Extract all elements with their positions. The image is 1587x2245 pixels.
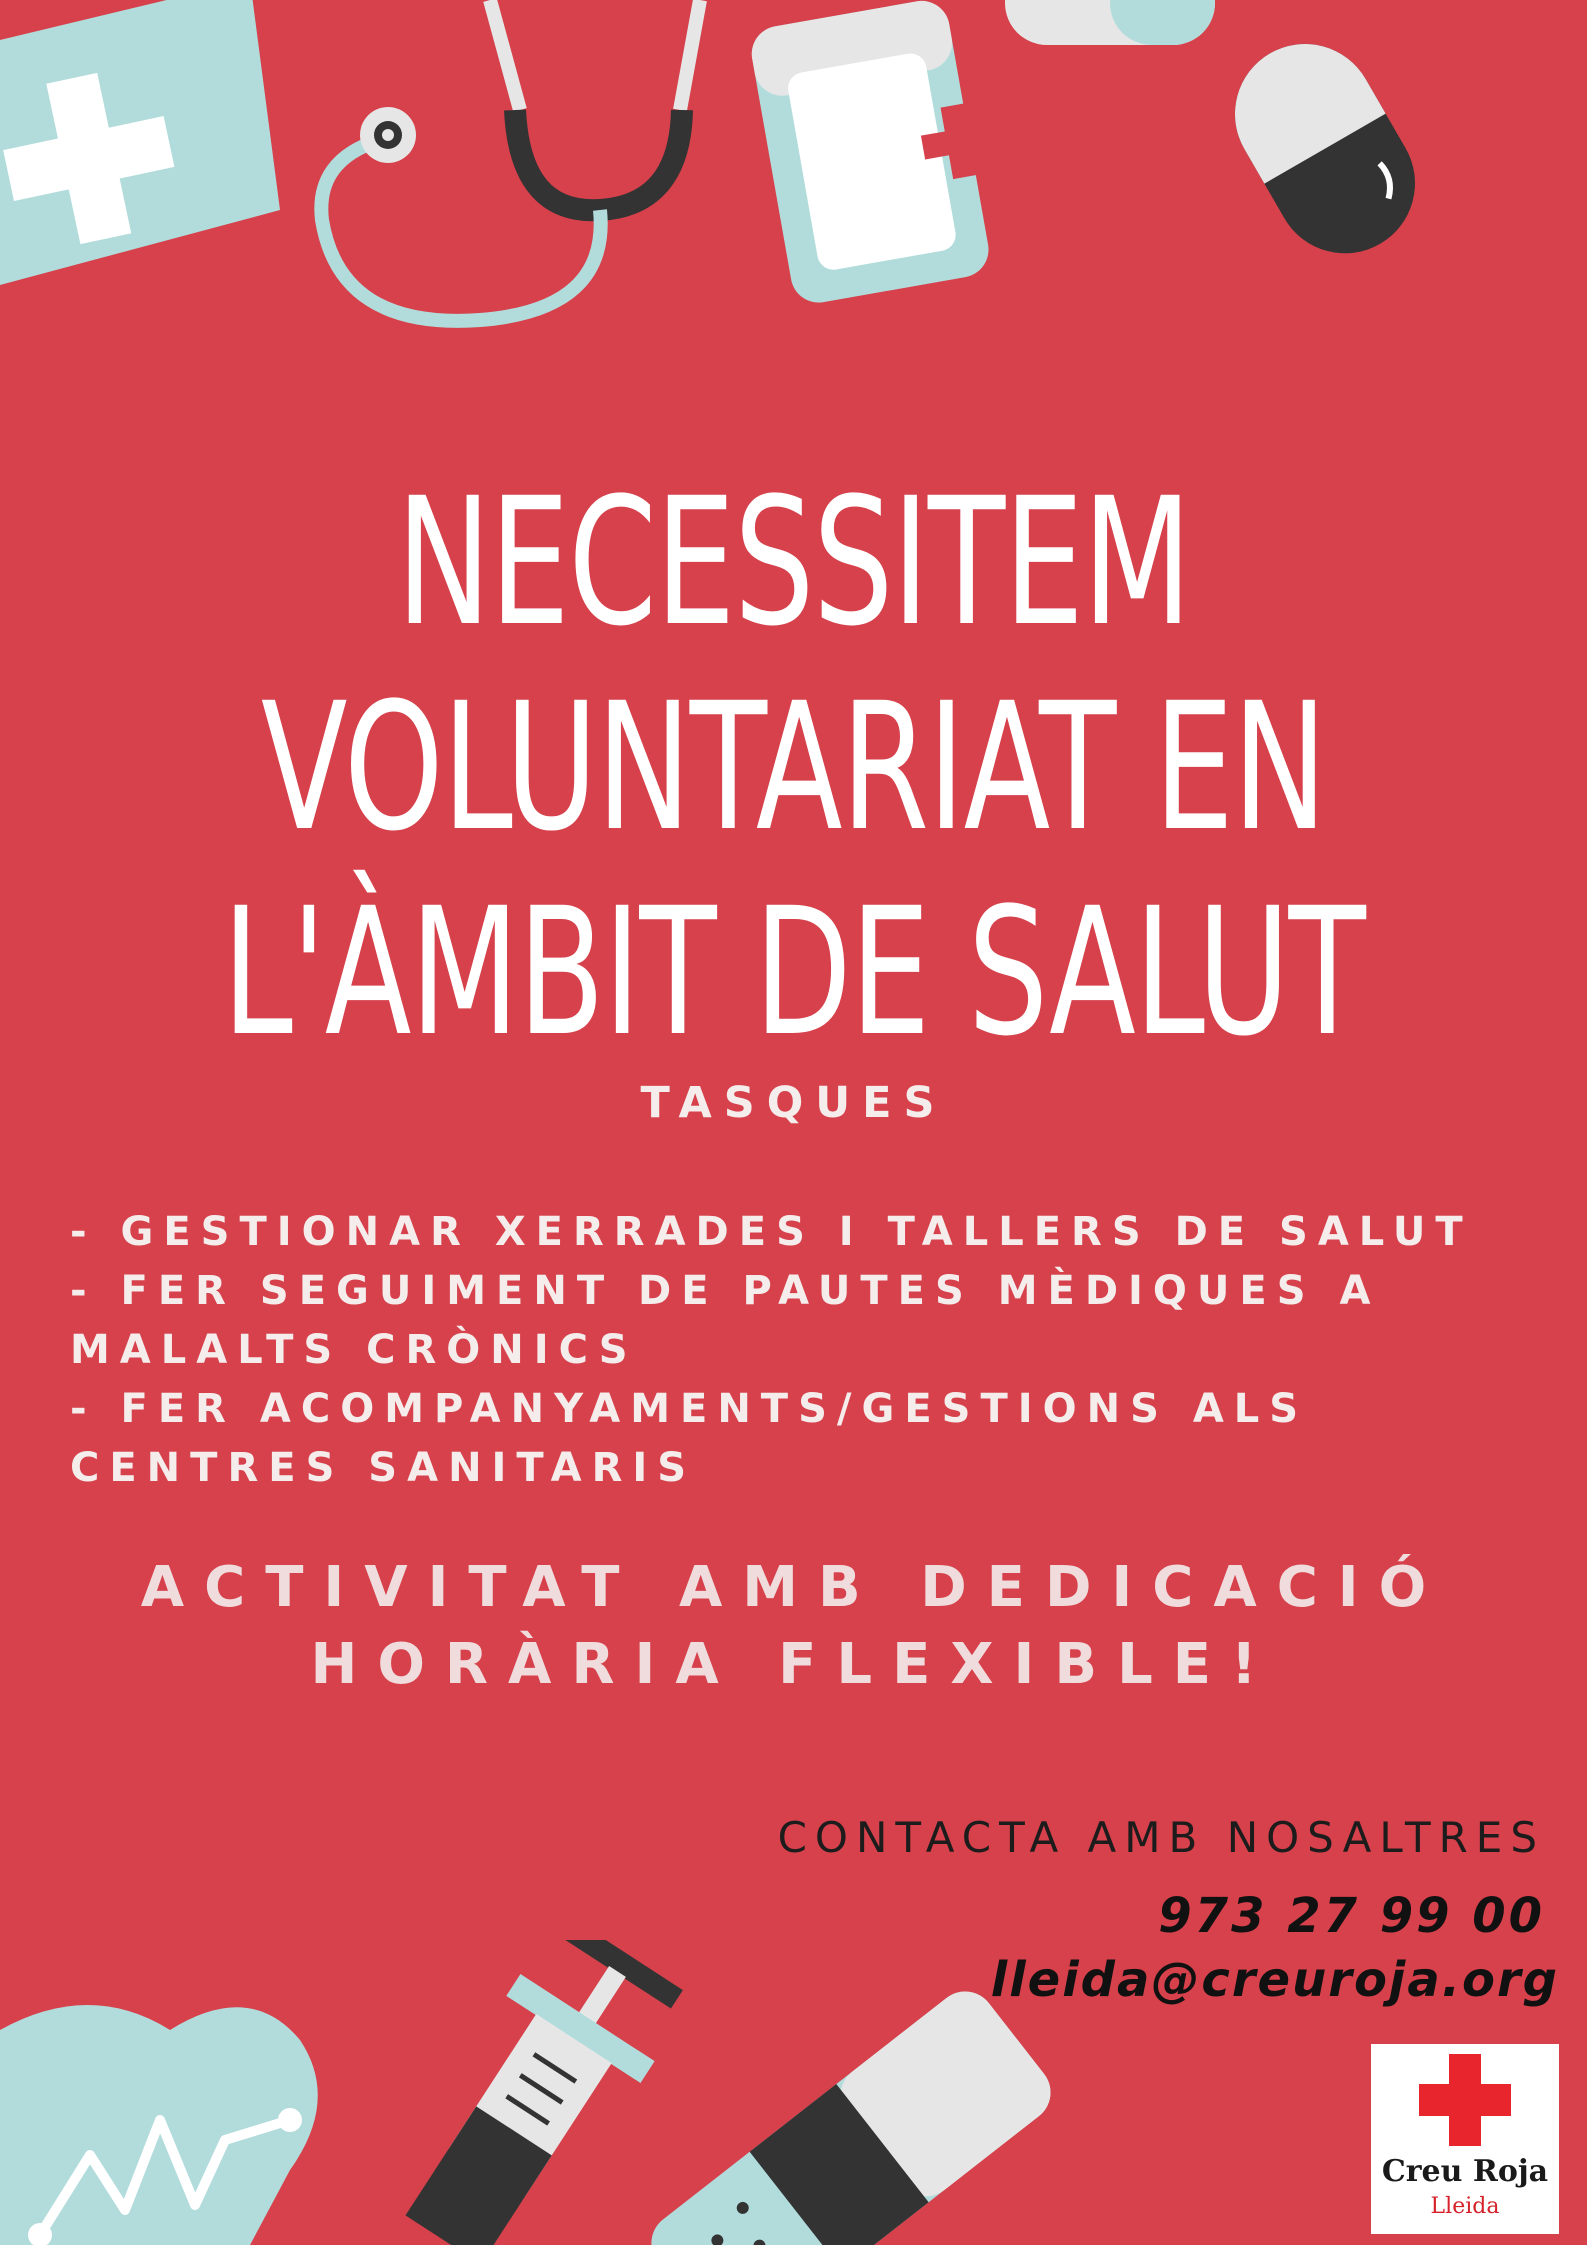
top-illustrations bbox=[0, 0, 1587, 360]
creu-roja-logo bbox=[1371, 2044, 1559, 2234]
first-aid-kit-icon bbox=[0, 0, 280, 285]
contact-title: CONTACTA AMB NOSALTRES bbox=[777, 1813, 1545, 1862]
task-line: MALALTS CRÒNICS bbox=[70, 1327, 638, 1373]
medicine-bottle-icon bbox=[747, 0, 1018, 307]
task-line: CENTRES SANITARIS bbox=[70, 1445, 697, 1491]
logo-city: Lleida bbox=[1430, 2194, 1500, 2219]
contact-email[interactable]: lleida@creuroja.org bbox=[990, 1952, 1559, 2008]
heart-rate-icon bbox=[0, 2005, 318, 2245]
highlight-line-2: HORÀRIA FLEXIBLE! bbox=[310, 1632, 1277, 1697]
task-line: - FER ACOMPANYAMENTS/GESTIONS ALS bbox=[70, 1386, 1309, 1432]
syringe-icon bbox=[376, 1940, 695, 2245]
highlight-line-1: ACTIVITAT AMB DEDICACIÓ bbox=[140, 1555, 1447, 1620]
bandage-icon bbox=[639, 1979, 1062, 2245]
capsule-icon bbox=[1005, 0, 1215, 45]
contact-phone[interactable]: 973 27 99 00 bbox=[1158, 1888, 1545, 1944]
stethoscope-icon bbox=[321, 0, 700, 321]
task-line: - FER SEGUIMENT DE PAUTES MÈDIQUES A bbox=[70, 1268, 1381, 1314]
headline-line-3: L'ÀMBIT DE SALUT bbox=[222, 870, 1365, 1075]
tasks-title: TASQUES bbox=[640, 1078, 947, 1128]
headline-line-2: VOLUNTARIAT EN bbox=[260, 665, 1326, 870]
pill-icon bbox=[1209, 18, 1440, 279]
bottom-illustrations bbox=[0, 1940, 1360, 2245]
headline-line-1: NECESSITEM bbox=[396, 460, 1191, 665]
tasks-list bbox=[70, 1203, 1550, 1498]
logo-name: Creu Roja bbox=[1381, 2154, 1549, 2189]
red-cross-icon bbox=[1371, 2044, 1559, 2154]
task-line: - GESTIONAR XERRADES I TALLERS DE SALUT bbox=[70, 1209, 1473, 1255]
